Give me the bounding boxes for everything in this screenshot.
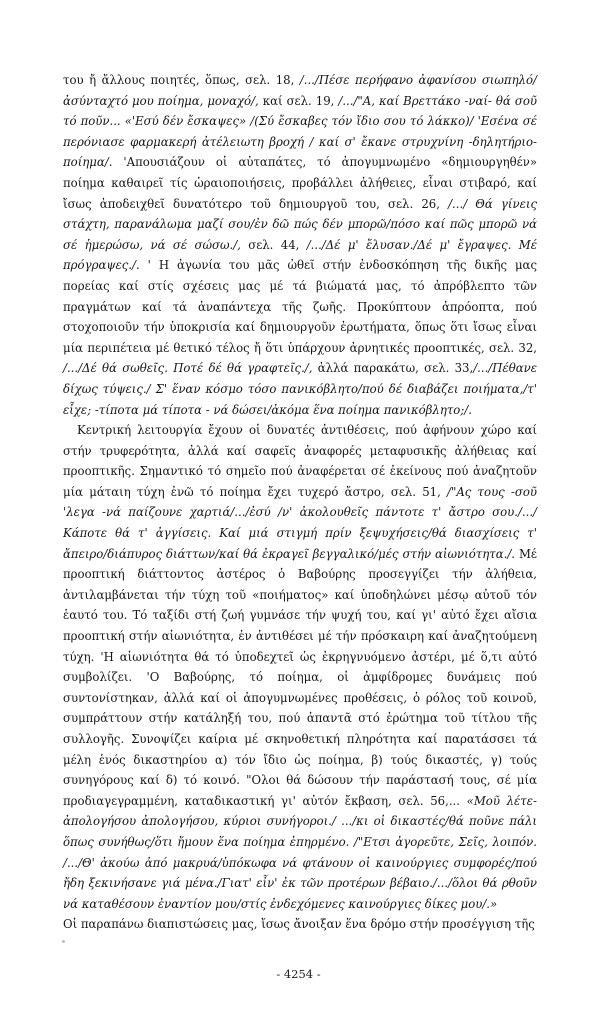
body-text: Οἱ παραπάνω διαπιστώσεις μας, ἴσως ἄνοιξαν ἕνα δρόμο στήν προσέγγιση τῆς <box>63 917 535 932</box>
paragraph-2 <box>63 420 537 914</box>
quoted-verse: /.../ Θά γίνεις στάχτη, παρανάλωμα μαζί σου/ἐν δῶ πώς δέν μπορῶ/πόσο καί πῶς μπορῶ νά σέ ἡμερώσω, νά σέ σώσω./, <box>63 196 538 252</box>
scan-speck <box>62 940 65 943</box>
quoted-verse: /.../Δέ μ' ἔλυσαν./Δέ μ' ἔγραψες. Μέ πρόγραψες./. <box>63 237 537 273</box>
body-text: Κεντρική λειτουργία ἔχουν οἱ δυνατές ἀντιθέσεις, πού ἀφήνουν χώρο καί στήν τρυφερότητα, ἀλλά καί σαφεῖς ἀναφορές μεταφυσικῆς ἀλήθειας καί προοπτικῆς. Σημαντικό τό σημεῖο πού ἀναφέρεται σέ ἐκείνους πού ἀναζητοῦν μία μάταιη τύχη ἐνῶ τό ποίημα ἔχει τυχερό ἄστρο, σελ. 51, <box>63 423 537 499</box>
paragraph-3 <box>63 914 537 935</box>
quoted-verse: /.../Πέθανε δίχως τύψεις./ Σ' ἕναν κόσμο τόσο πανικόβλητο/πού δέ διαβάζει ποιήματα,/τ' εἶχε; -τίποτα μά τίποτα - νά δώσει/ἀκόμα ἕνα ποίημα πανικόβλητο;/. <box>63 361 538 417</box>
quoted-verse: /.../Πέσε περήφανο ἀφανίσου σιωπηλό/ ἀσύνταχτό μου ποίημα, μοναχό/, <box>63 73 537 108</box>
body-text: 'Απουσιάζουν οἱ αὐταπάτες, τό ἀπογυμνωμένο «δημιουργηθέν» ποίημα καθαιρεῖ τίς ὡραιοποιήσεις, προβάλλει ἀλήθειες, εἶναι στιβαρό, καί ἴσως ἀποδειχθεῖ δυνατότερο τοῦ δημιουργοῦ του, σελ. 26, <box>63 155 537 211</box>
body-text: ' Η ἀγωνία του μᾶς ὠθεῖ στήν ἐνδοσκόπηση τῆς δικῆς μας πορείας καί στίς σχέσεις μας μέ τά βιώματά μας, τό ἀπρόβλεπτο τῶν πραγμάτων καί τά ἀναπάντεχα τῆς ζωῆς. Προκύπτουν ἀπρόοπτα, πού στοχοποιοῦν τήν ὑποκρισία καί δημιουργοῦν ἐρωτήματα, ὅπως ὅτι ἴσως εἶναι μία περιπέτεια μέ θετικό τέλος ἤ ὅτι ὑπάρχουν ἀρνητικές προοπτικές, σελ. 32, <box>63 258 537 355</box>
body-text: καί σελ. 19, <box>258 93 339 108</box>
quoted-verse: «Μοῦ λέτε-ἀπολογήσου ἀπολογήσου, κύριοι συνήγοροι./ .../κι οἱ δικαστές/θά ποῦνε πάλι ὅπως συνήθως/ὅτι ἤμουν ἕνα ποίημα ἐπηρμένο. /"Ετσι ἀγορεῦτε, Σεῖς, λοιπόν. /.../Θ' ἀκούω ἀπό μακρυά/ὑπόκωφα νά φτάνουν οἱ καινούργιες συμφορές/πού ἤδη ξεκινήσανε γιά μένα./Γιατ' εἶν' ἐκ τῶν προτέρων βέβαιο./.../ὅλοι θά ρθοῦν νά καταθέσουν ἐναντίον μου/στίς ἐνδεχόμενες καινούργιες δίκες μου/.» <box>63 793 537 911</box>
page-number: - 4254 - <box>276 967 321 981</box>
quoted-verse: /.../"Α, καί Βρεττάκο -ναί- θά σοῦ τό ποῦν... «'Εσύ δέν ἔσκαψες» /(Σύ ἔσκαβες τόν ἴδιο σου τό λάκκο)/ 'Εσένα σέ περόνιασε φαρμακερή ἀτέλειωτη βροχή / καί σ' ἔκανε στρυχνίνη -δηλητήριο- ποίημα/. <box>63 93 537 170</box>
document-body <box>63 70 537 935</box>
body-text: του ἤ ἄλλους ποιητές, ὅπως, σελ. 18, <box>63 73 300 87</box>
quoted-verse: /.../Δέ θά σωθεῖς. Ποτέ δέ θά γραφτεῖς./, <box>63 361 313 376</box>
body-text: σελ. 44, <box>240 237 307 252</box>
body-text: Μέ προοπτική διάττοντος ἀστέρος ὁ Βαβούρης προσεγγίζει τήν ἀλήθεια, ἀντιλαμβάνεται τήν τύχη τοῦ «ποιήματος» καί ὑποδηλώνει μέσῳ αὐτοῦ τόν ἑαυτό του. Τό ταξίδι στή ζωή γυμνάσε τήν ψυχή του, καί γι' αὐτό ἔχει αἴσια προοπτική στήν αἰωνιότητα, ἐν ἀντιθέσει μέ τήν πρόσκαιρη καί ἀναζητούμενη τύχη. 'Η αἰωνιότητα θά τό ὑποδεχτεῖ ὡς ἐκρηγνυόμενο ἀστέρι, μέ ὅ,τι αὐτό συμβολίζει. 'Ο Βαβούρης, τό ποίημα, οἱ ἀμφίδρομες δυνάμεις πού συντονίστηκαν, ἀλλά καί οἱ ἀπογυμνωμένες προθέσεις, ὁ ρόλος τοῦ κοινοῦ, συμπράττουν στήν κατάληξή του, πού ἀπαντᾶ στό ἐρώτημα τοῦ τίτλου τῆς συλλογῆς. Συνοψίζει καίρια μέ σκηνοθετική πληρότητα καί παρατάσσει τά μέλη ἑνός δικαστηρίου α) τόν ἴδιο ὡς ποίημα, β) τούς δικαστές, γ) τούς συνηγόρους καί δ) τό κοινό. "Ολοι θά δώσουν τήν παράστασή τους, σέ μία προδιαγεγραμμένη, καταδικαστική γι' αὐτόν ἔκβαση, σελ. 56,... <box>63 546 537 808</box>
quoted-verse: /"Ας τους -σοῦ 'λεγα -νά παίζουνε χαρτιά/.../ἐσύ /ν' ἀκολουθεῖς πάντοτε τ' ἄστρο σου./.../ Κάποτε θά τ' ἀγγίσεις. Καί μιά στιγμή πρίν ξεψυχήσεις/θά διασχίσεις τ' ἄπειρο/διάπυρος διάττων/καί θά ἐκραγεῖ βεγγαλικό/μές στήν αἰωνιότητα./. <box>63 484 537 561</box>
body-text: ἀλλά παρακάτω, σελ. 33, <box>312 361 474 376</box>
paragraph-1 <box>63 70 537 420</box>
